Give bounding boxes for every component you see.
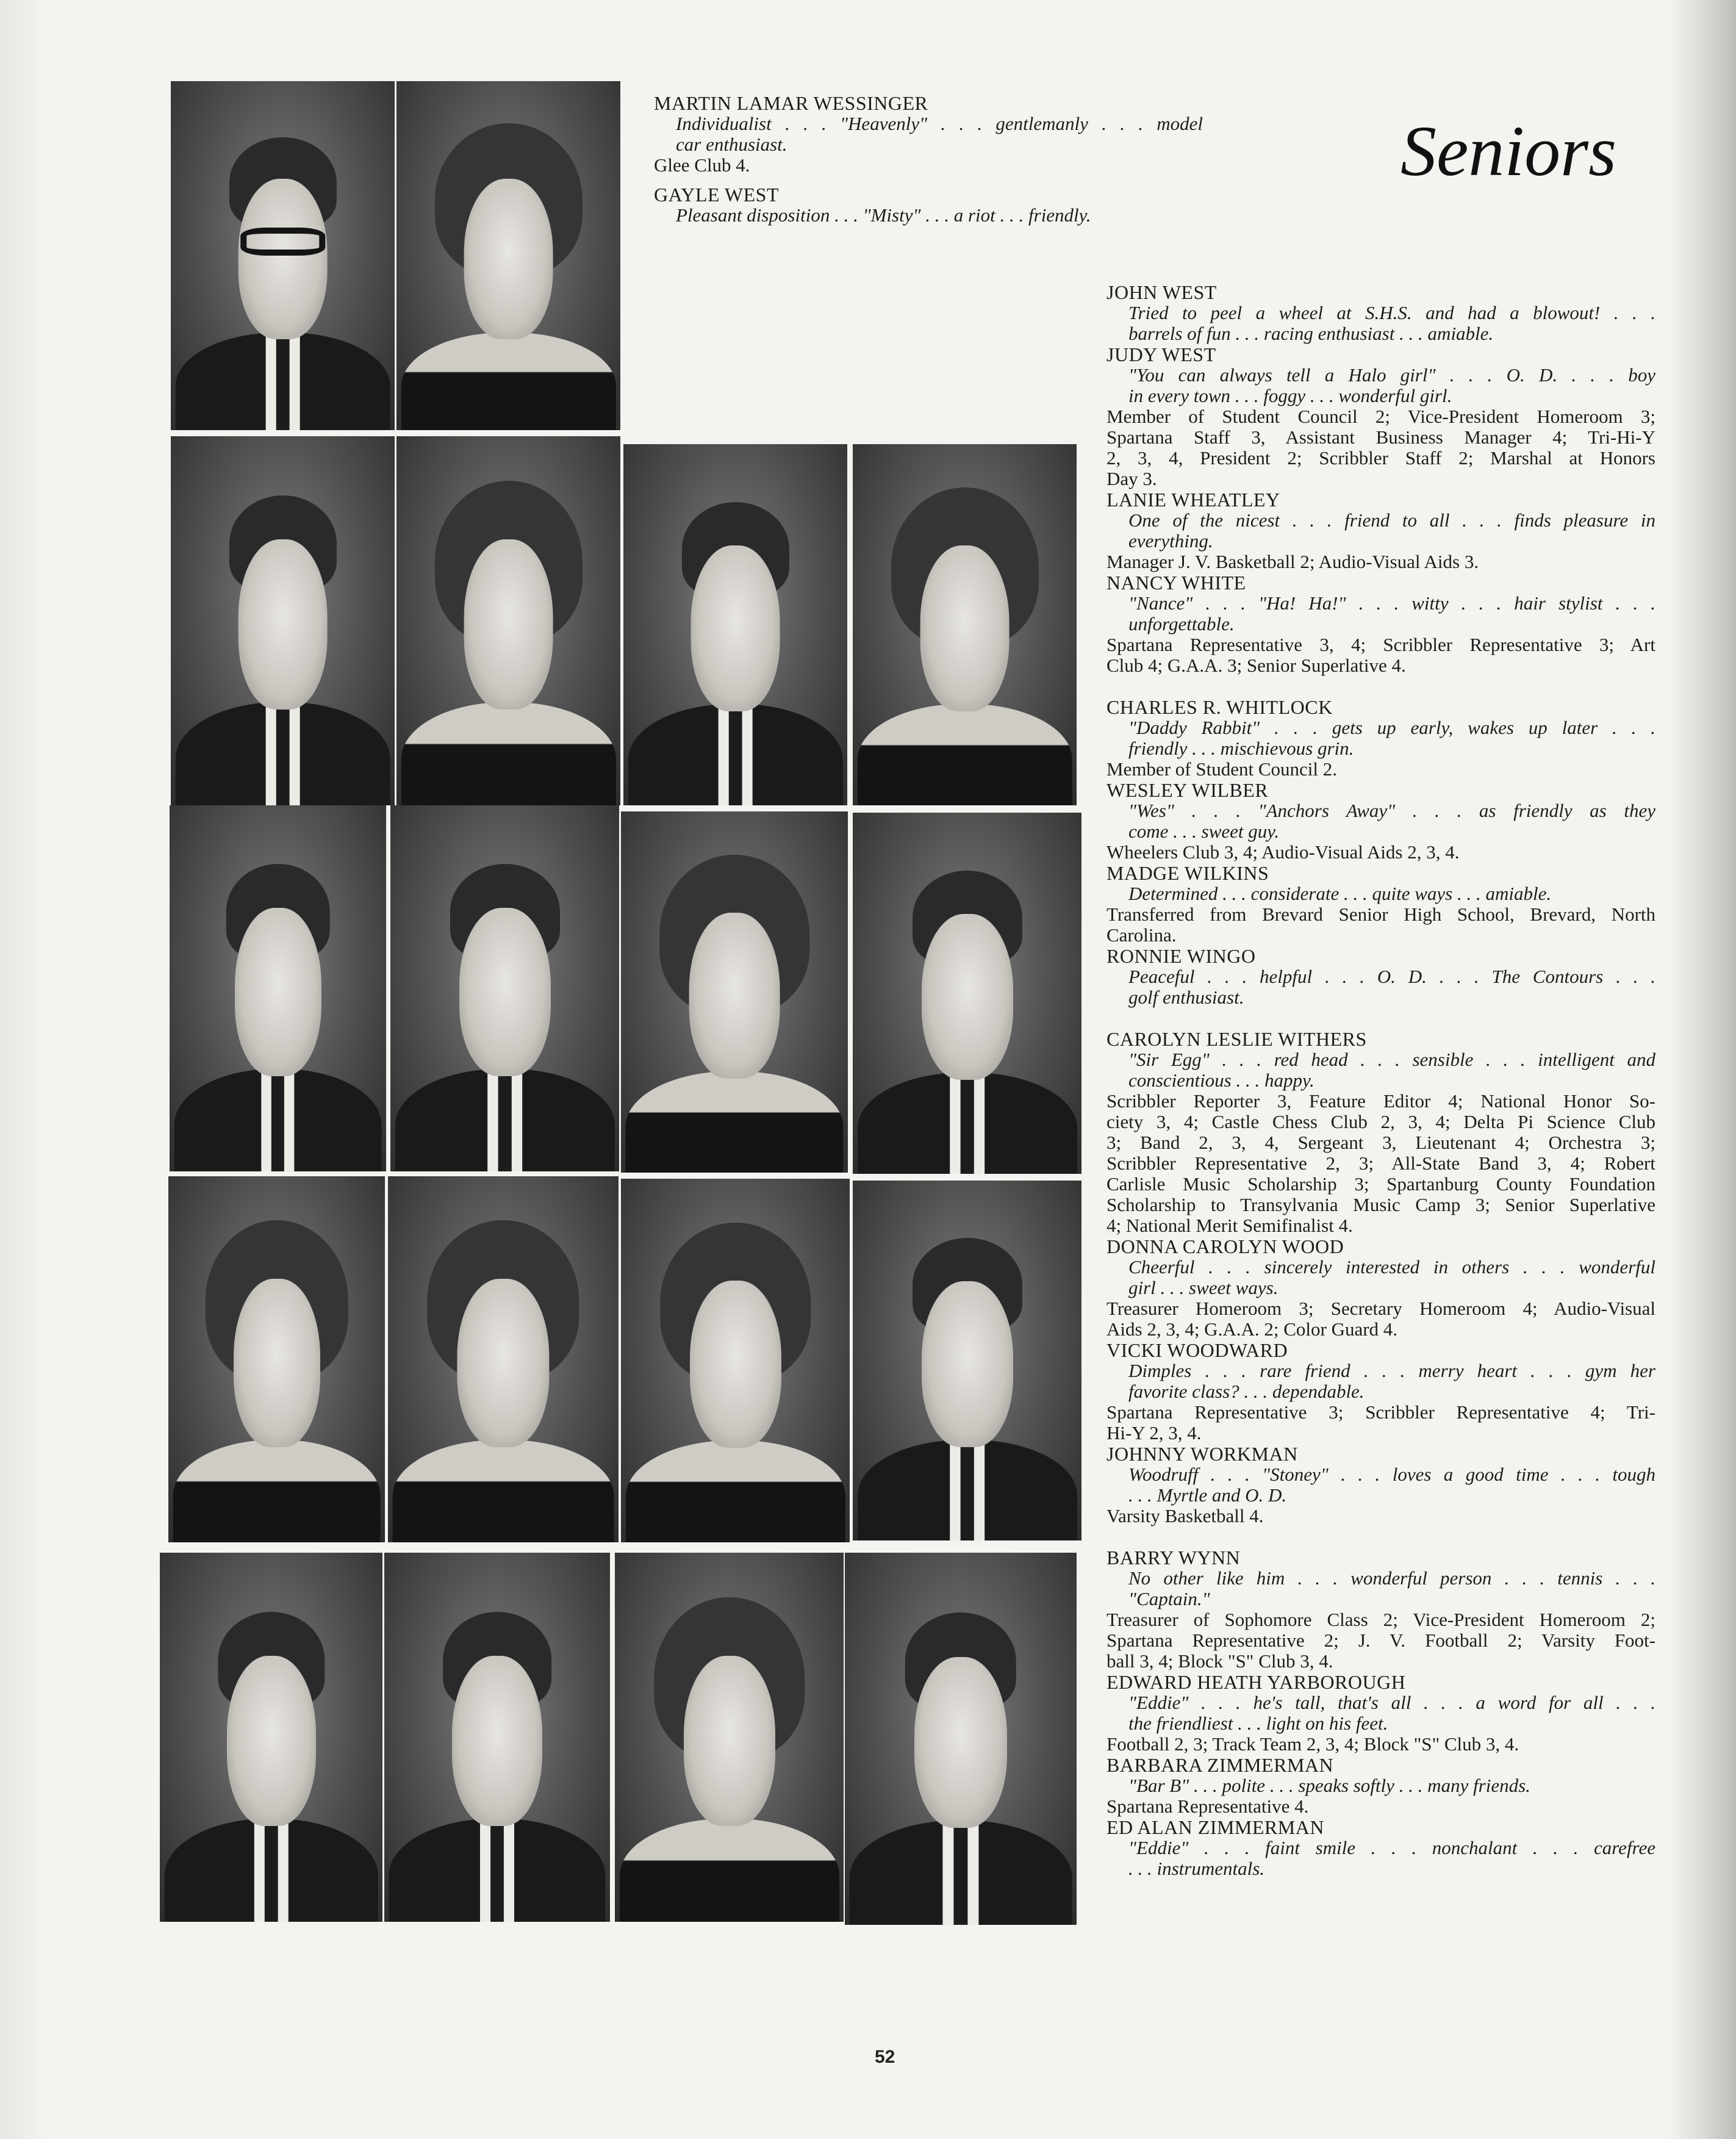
senior-entry	[1107, 489, 1655, 572]
senior-name: ED ALAN ZIMMERMAN	[1107, 1816, 1324, 1838]
senior-description-line: the friendliest . . . light on his feet.	[1128, 1713, 1388, 1734]
senior-description-line: "Eddie" . . . he's tall, that's all . . . a word for all . . .	[1128, 1692, 1655, 1713]
senior-description-line: No other like him . . . wonderful person . . . tennis . . .	[1128, 1567, 1655, 1589]
activities-line: 3; Band 2, 3, 4, Sergeant 3, Lieutenant 4; Orchestra 3;	[1107, 1132, 1655, 1153]
activities-line: Hi-Y 2, 3, 4.	[1107, 1422, 1202, 1443]
activities-line: Spartana Representative 2; J. V. Football 2; Varsity Foot-	[1107, 1630, 1655, 1651]
group-spacer	[1107, 676, 1655, 697]
senior-entry	[1107, 863, 1655, 946]
activities-line: Scribbler Representative 2, 3; All-State Band 3, 4; Robert	[1107, 1152, 1655, 1174]
activities-line: Aids 2, 3, 4; G.A.A. 2; Color Guard 4.	[1107, 1318, 1398, 1340]
senior-portrait-photo	[170, 805, 386, 1171]
senior-description-line: "Nance" . . . "Ha! Ha!" . . . witty . . . hair stylist . . .	[1128, 592, 1655, 614]
senior-description-line: girl . . . sweet ways.	[1128, 1277, 1279, 1298]
group-spacer	[1107, 1008, 1655, 1029]
senior-description-line: "You can always tell a Halo girl" . . . O. D. . . . boy	[1128, 364, 1655, 386]
senior-entry	[1107, 1755, 1655, 1817]
senior-activities	[1107, 904, 1655, 946]
senior-portrait-photo	[168, 1176, 385, 1542]
senior-name: BARRY WYNN	[1107, 1547, 1241, 1569]
activities-line: Scribbler Reporter 3, Feature Editor 4; National Honor So-	[1107, 1090, 1655, 1112]
senior-description-line: "Bar B" . . . polite . . . speaks softly . . . many friends.	[1128, 1775, 1530, 1796]
senior-description-line: Pleasant disposition . . . "Misty" . . . a riot . . . friendly.	[676, 204, 1091, 226]
activities-line: Glee Club 4.	[654, 154, 750, 176]
senior-entry	[1107, 1672, 1655, 1755]
activities-line: Member of Student Council 2; Vice-President Homeroom 3;	[1107, 406, 1655, 427]
senior-activities	[1107, 635, 1655, 676]
senior-portrait-photo	[171, 436, 395, 805]
activities-line: Manager J. V. Basketball 2; Audio-Visual Aids 3.	[1107, 551, 1479, 572]
senior-description-line: friendly . . . mischievous grin.	[1128, 738, 1354, 759]
senior-portrait-photo	[853, 444, 1077, 805]
senior-portrait-photo	[853, 813, 1081, 1174]
senior-name: NANCY WHITE	[1107, 572, 1246, 594]
senior-name: RONNIE WINGO	[1107, 945, 1256, 967]
senior-description-line: come . . . sweet guy.	[1128, 821, 1280, 842]
senior-description-line: unforgettable.	[1128, 613, 1235, 635]
page-number: 52	[875, 2047, 895, 2067]
senior-activities	[1107, 1402, 1655, 1443]
senior-description-line: in every town . . . foggy . . . wonderful girl.	[1128, 385, 1452, 406]
senior-description-line: Tried to peel a wheel at S.H.S. and had a blowout! . . .	[1128, 302, 1655, 323]
senior-activities	[1107, 759, 1655, 780]
senior-activities	[1107, 1091, 1655, 1236]
senior-description-line: conscientious . . . happy.	[1128, 1070, 1315, 1091]
senior-name: VICKI WOODWARD	[1107, 1339, 1288, 1361]
senior-entry	[1107, 1236, 1655, 1340]
activities-line: Carolina.	[1107, 924, 1177, 946]
senior-name: LANIE WHEATLEY	[1107, 489, 1280, 511]
activities-line: 4; National Merit Semifinalist 4.	[1107, 1215, 1353, 1236]
senior-entry	[1107, 1340, 1655, 1443]
senior-activities	[1107, 1506, 1655, 1526]
activities-line: Scholarship to Transylvania Music Camp 3; Senior Superlative	[1107, 1194, 1655, 1215]
senior-entry	[654, 184, 1203, 226]
senior-description-line: . . . instrumentals.	[1128, 1858, 1265, 1879]
senior-description-line: Determined . . . considerate . . . quite ways . . . amiable.	[1128, 883, 1552, 904]
senior-description-line: Dimples . . . rare friend . . . merry heart . . . gym her	[1128, 1360, 1655, 1381]
senior-description-line: "Captain."	[1128, 1588, 1210, 1609]
senior-name: DONNA CAROLYN WOOD	[1107, 1235, 1344, 1257]
senior-entry	[1107, 697, 1655, 780]
group-spacer	[1107, 1526, 1655, 1547]
senior-entry	[1107, 780, 1655, 863]
senior-bio-column	[1107, 282, 1655, 1879]
activities-line: Wheelers Club 3, 4; Audio-Visual Aids 2, 3, 4.	[1107, 841, 1460, 863]
senior-portrait-photo	[845, 1553, 1077, 1925]
senior-description-line: Woodruff . . . "Stoney" . . . loves a good time . . . tough	[1128, 1464, 1655, 1485]
senior-name: MARTIN LAMAR WESSINGER	[654, 92, 928, 114]
activities-line: 2, 3, 4, President 2; Scribbler Staff 2; Marshal at Honors	[1107, 447, 1655, 469]
senior-name: JOHNNY WORKMAN	[1107, 1443, 1298, 1465]
senior-portrait-photo	[853, 1181, 1081, 1540]
senior-description-line: "Wes" . . . "Anchors Away" . . . as friendly as they	[1128, 800, 1655, 821]
activities-line: ball 3, 4; Block "S" Club 3, 4.	[1107, 1650, 1333, 1672]
senior-entry	[1107, 946, 1655, 1008]
senior-description-line: Peaceful . . . helpful . . . O. D. . . . The Contours . . .	[1128, 966, 1655, 987]
senior-portrait-photo	[160, 1553, 382, 1922]
senior-description-line: car enthusiast.	[676, 134, 787, 155]
senior-name: CAROLYN LESLIE WITHERS	[1107, 1028, 1367, 1050]
senior-description-line: barrels of fun . . . racing enthusiast . . . amiable.	[1128, 323, 1494, 344]
senior-description-line: One of the nicest . . . friend to all . . . finds pleasure in	[1128, 509, 1655, 531]
senior-entry	[1107, 1817, 1655, 1879]
senior-portrait-photo	[388, 1176, 619, 1542]
senior-activities	[1107, 1734, 1655, 1755]
senior-description-line: "Sir Egg" . . . red head . . . sensible . . . intelligent and	[1128, 1049, 1655, 1070]
senior-entry	[1107, 1547, 1655, 1672]
activities-line: Spartana Representative 3; Scribbler Representative 4; Tri-	[1107, 1401, 1655, 1423]
activities-line: Treasurer Homeroom 3; Secretary Homeroom 4; Audio-Visual	[1107, 1298, 1655, 1319]
page-gutter-right	[1669, 0, 1736, 2139]
senior-entry	[1107, 344, 1655, 489]
senior-portrait-photo	[621, 811, 848, 1173]
senior-name: MADGE WILKINS	[1107, 862, 1269, 884]
activities-line: Spartana Staff 3, Assistant Business Manager 4; Tri-Hi-Y	[1107, 426, 1655, 448]
activities-line: Member of Student Council 2.	[1107, 758, 1337, 780]
senior-entry	[1107, 1029, 1655, 1236]
senior-portrait-photo	[384, 1553, 610, 1922]
page-title: Seniors	[1401, 111, 1616, 191]
senior-description-line: . . . Myrtle and O. D.	[1128, 1484, 1287, 1506]
activities-line: Treasurer of Sophomore Class 2; Vice-President Homeroom 2;	[1107, 1609, 1655, 1630]
senior-entry	[1107, 282, 1655, 344]
senior-portrait-photo	[396, 81, 620, 430]
activities-line: Club 4; G.A.A. 3; Senior Superlative 4.	[1107, 655, 1406, 676]
senior-description-line: favorite class? . . . dependable.	[1128, 1381, 1365, 1402]
senior-description-line: everything.	[1128, 530, 1213, 552]
senior-name: GAYLE WEST	[654, 184, 779, 206]
activities-line: Football 2, 3; Track Team 2, 3, 4; Block "S" Club 3, 4.	[1107, 1733, 1519, 1755]
senior-activities	[654, 155, 1203, 176]
senior-entry	[1107, 572, 1655, 676]
senior-name: BARBARA ZIMMERMAN	[1107, 1754, 1334, 1776]
senior-portrait-photo	[623, 444, 847, 805]
activities-line: Spartana Representative 3, 4; Scribbler Representative 3; Art	[1107, 634, 1655, 655]
senior-entry	[654, 93, 1203, 176]
senior-name: EDWARD HEATH YARBOROUGH	[1107, 1671, 1406, 1693]
senior-description-line: "Daddy Rabbit" . . . gets up early, wakes up later . . .	[1128, 717, 1655, 738]
senior-name: CHARLES R. WHITLOCK	[1107, 696, 1333, 718]
activities-line: Spartana Representative 4.	[1107, 1796, 1309, 1817]
senior-activities	[1107, 552, 1655, 572]
senior-activities	[1107, 1609, 1655, 1672]
senior-portrait-photo	[171, 81, 395, 430]
senior-name: WESLEY WILBER	[1107, 779, 1269, 801]
senior-entry	[1107, 1443, 1655, 1526]
senior-description-line: golf enthusiast.	[1128, 987, 1244, 1008]
senior-activities	[1107, 1796, 1655, 1817]
senior-name: JUDY WEST	[1107, 343, 1216, 365]
activities-line: ciety 3, 4; Castle Chess Club 2, 3, 4; Delta Pi Science Club	[1107, 1111, 1655, 1132]
senior-name: JOHN WEST	[1107, 281, 1217, 303]
senior-portrait-photo	[621, 1179, 850, 1542]
top-bio-block	[654, 93, 1203, 226]
senior-portrait-photo	[396, 436, 620, 805]
activities-line: Day 3.	[1107, 468, 1157, 489]
activities-line: Transferred from Brevard Senior High School, Brevard, North	[1107, 904, 1655, 925]
activities-line: Carlisle Music Scholarship 3; Spartanburg County Foundation	[1107, 1173, 1655, 1195]
senior-description-line: "Eddie" . . . faint smile . . . nonchalant . . . carefree	[1128, 1837, 1655, 1858]
senior-activities	[1107, 842, 1655, 863]
senior-description-line: Individualist . . . "Heavenly" . . . gentlemanly . . . model	[676, 113, 1203, 134]
page-margin-left	[0, 0, 67, 2139]
activities-line: Varsity Basketball 4.	[1107, 1505, 1264, 1526]
senior-description-line: Cheerful . . . sincerely interested in others . . . wonderful	[1128, 1256, 1655, 1278]
senior-portrait-photo	[615, 1553, 844, 1922]
senior-activities	[1107, 406, 1655, 489]
senior-activities	[1107, 1298, 1655, 1340]
senior-portrait-photo	[390, 805, 619, 1171]
